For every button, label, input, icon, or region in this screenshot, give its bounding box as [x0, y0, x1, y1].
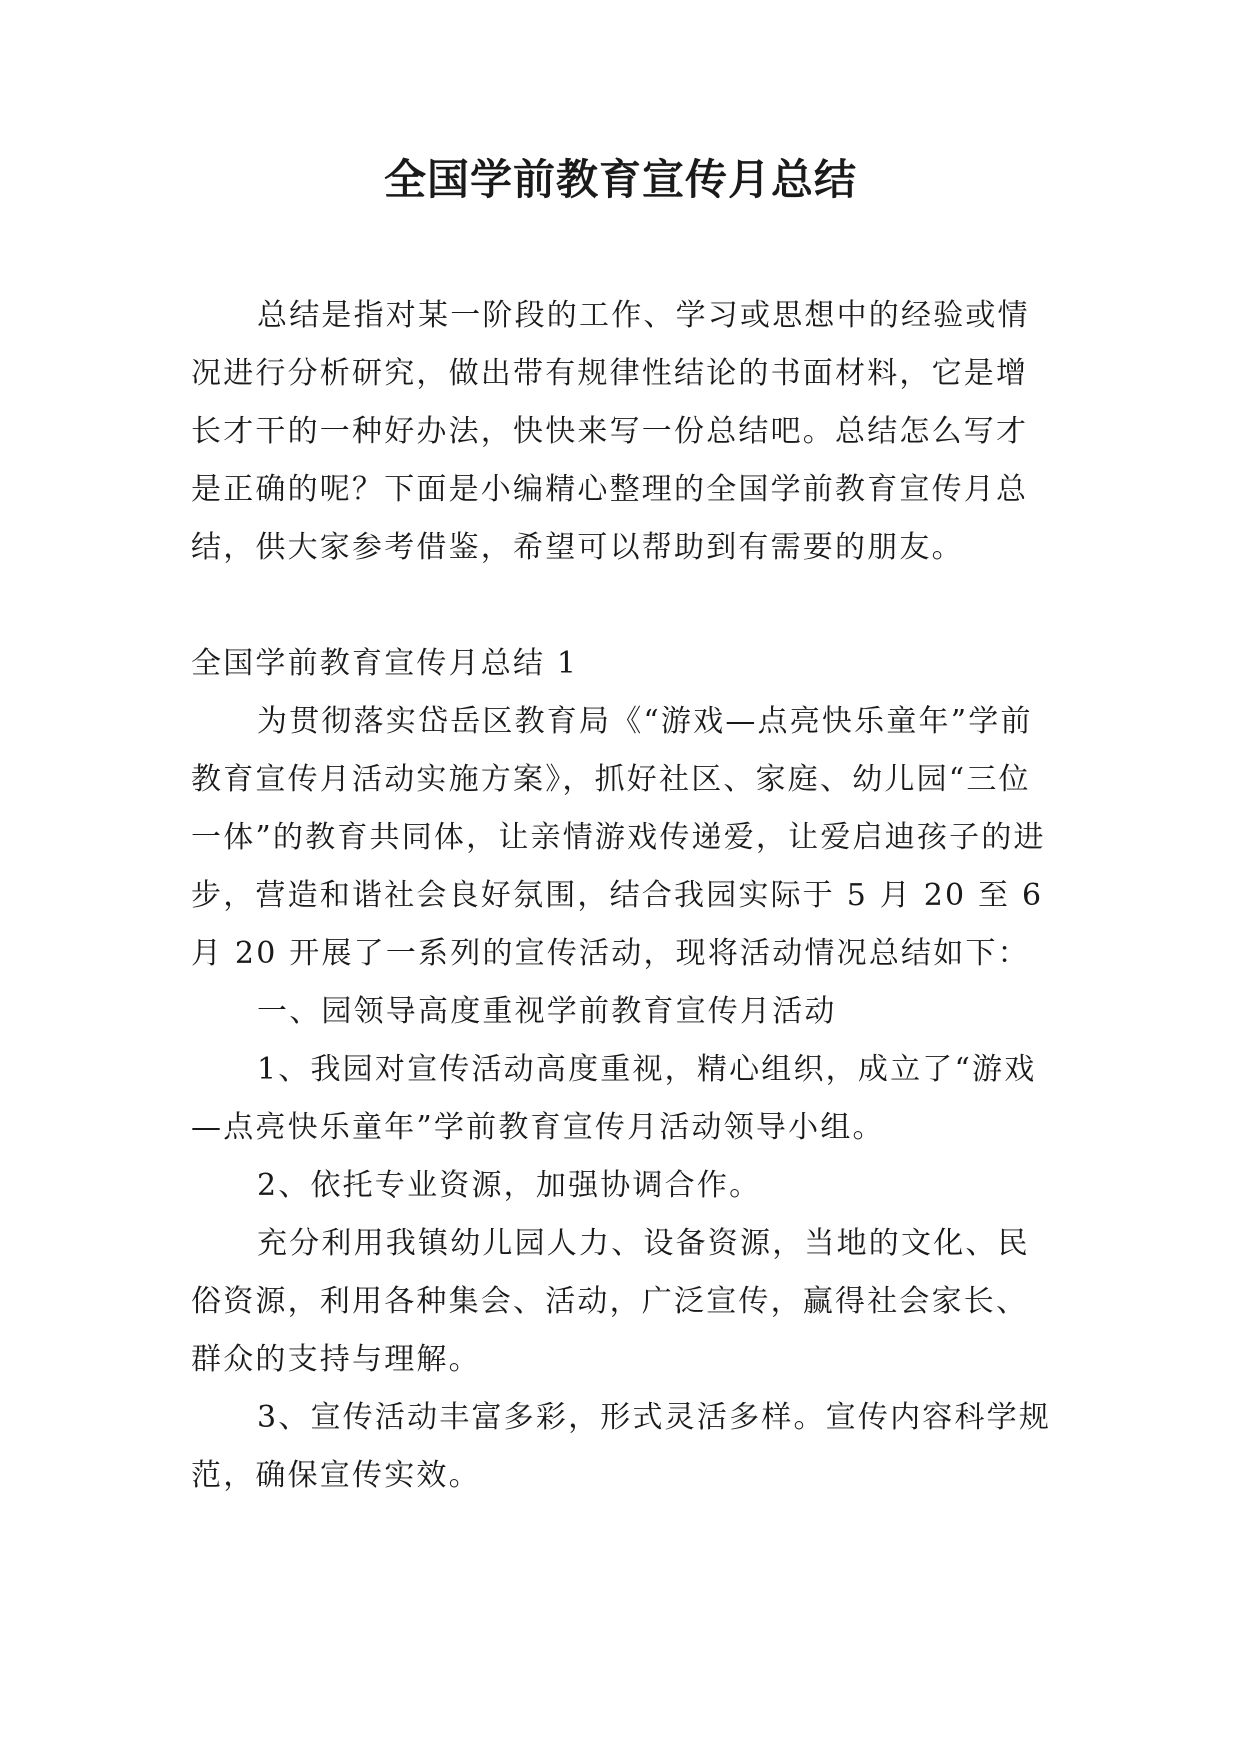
intro-paragraph: 总结是指对某一阶段的工作、学习或思想中的经验或情况进行分析研究，做出带有规律性结论的书面材料，它是增长才干的一种好办法，快快来写一份总结吧。总结怎么写才是正确的呢？下面是小编精心整理的全国学前教育宣传月总结，供大家参考借鉴，希望可以帮助到有需要的朋友。	[191, 298, 1030, 565]
section-title: 全国学前教育宣传月总结 1	[191, 646, 579, 681]
body-paragraph-5: 3、宣传活动丰富多彩，形式灵活多样。宣传内容科学规范，确保宣传实效。	[191, 1400, 1052, 1493]
body-paragraph-1: 为贯彻落实岱岳区教育局《“游戏—点亮快乐童年”学前教育宣传月活动实施方案》，抓好社区、家庭、幼儿园“三位一体”的教育共同体，让亲情游戏传递爱，让爱启迪孩子的进步，营造和谐社会良好氛围，结合我园实际于 5 月 20 至 6 月 20 开展了一系列的宣传活动，现将活动情况总结如下：	[191, 704, 1046, 971]
body-paragraph-2: 1、我园对宣传活动高度重视，精心组织，成立了“游戏—点亮快乐童年”学前教育宣传月活动领导小组。	[191, 1052, 1037, 1145]
document-title: 全国学前教育宣传月总结	[383, 155, 857, 204]
body-paragraph-4: 充分利用我镇幼儿园人力、设备资源，当地的文化、民俗资源，利用各种集会、活动，广泛宣传，赢得社会家长、群众的支持与理解。	[191, 1226, 1030, 1377]
document-body	[191, 287, 1056, 1505]
subheading-1: 一、园领导高度重视学前教育宣传月活动	[257, 994, 837, 1029]
body-paragraph-3: 2、依托专业资源，加强协调合作。	[257, 1168, 762, 1203]
